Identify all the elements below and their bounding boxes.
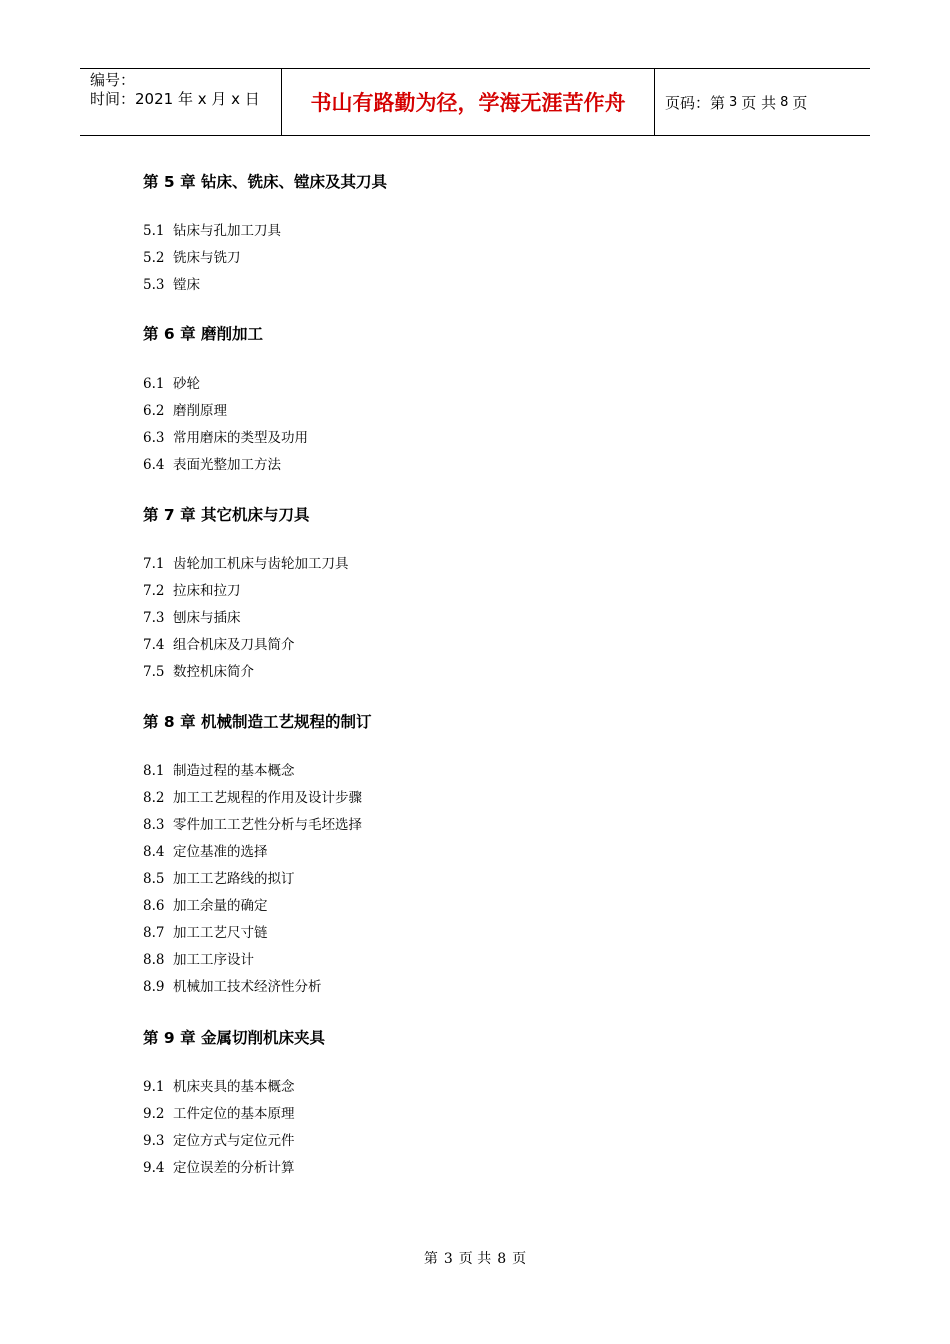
section-number: 8.6 xyxy=(143,898,165,914)
section-number: 6.1 xyxy=(143,376,165,392)
section-number: 9.2 xyxy=(143,1106,165,1122)
section-item xyxy=(143,399,227,419)
page-suffix: 页 xyxy=(792,93,808,112)
section-text: 加工工艺尺寸链 xyxy=(173,925,268,941)
section-number: 9.4 xyxy=(143,1160,165,1176)
section-number: 8.4 xyxy=(143,844,165,860)
section-item xyxy=(143,975,322,995)
section-text: 机械加工技术经济性分析 xyxy=(173,979,322,995)
section-number: 5.1 xyxy=(143,223,165,239)
document-number-label: 编号： xyxy=(90,71,136,89)
section-number: 8.9 xyxy=(143,979,165,995)
section-item xyxy=(143,1156,295,1176)
chapter-title: 第 5 章 钻床、铣床、镗床及其刀具 xyxy=(143,173,387,191)
page-total: 8 xyxy=(780,94,789,110)
section-item xyxy=(143,759,295,779)
chapter-title: 第 9 章 金属切削机床夹具 xyxy=(143,1029,325,1047)
section-text: 定位方式与定位元件 xyxy=(173,1133,295,1149)
header-motto: 书山有路勤为径，学海无涯苦作舟 xyxy=(282,69,655,135)
section-text: 齿轮加工机床与齿轮加工刀具 xyxy=(173,556,349,572)
section-item xyxy=(143,453,281,473)
section-item xyxy=(143,273,200,293)
section-text: 表面光整加工方法 xyxy=(173,457,281,473)
header-meta xyxy=(80,69,282,135)
section-item xyxy=(143,840,268,860)
section-number: 7.5 xyxy=(143,664,165,680)
page-header xyxy=(80,68,870,136)
chapter-title: 第 6 章 磨削加工 xyxy=(143,325,263,343)
page-mid: 页 共 xyxy=(741,93,777,112)
date-value: 2021 年 x 月 x 日 xyxy=(135,90,260,108)
footer-total: 8 xyxy=(497,1251,507,1267)
section-number: 8.2 xyxy=(143,790,165,806)
section-number: 9.3 xyxy=(143,1133,165,1149)
section-number: 8.1 xyxy=(143,763,165,779)
section-item xyxy=(143,606,241,626)
section-item xyxy=(143,894,268,914)
section-number: 6.3 xyxy=(143,430,165,446)
section-text: 定位基准的选择 xyxy=(173,844,268,860)
section-text: 加工工艺路线的拟订 xyxy=(173,871,295,887)
section-number: 6.2 xyxy=(143,403,165,419)
section-text: 数控机床简介 xyxy=(173,664,254,680)
section-number: 7.2 xyxy=(143,583,165,599)
section-text: 拉床和拉刀 xyxy=(173,583,241,599)
section-number: 7.4 xyxy=(143,637,165,653)
section-item xyxy=(143,426,308,446)
chapter-title: 第 8 章 机械制造工艺规程的制订 xyxy=(143,713,372,731)
section-number: 6.4 xyxy=(143,457,165,473)
section-item xyxy=(143,921,268,941)
page-footer xyxy=(0,1248,950,1268)
section-text: 制造过程的基本概念 xyxy=(173,763,295,779)
section-item xyxy=(143,1129,295,1149)
footer-suffix: 页 xyxy=(512,1251,527,1267)
section-text: 工件定位的基本原理 xyxy=(173,1106,295,1122)
section-item xyxy=(143,813,362,833)
date-label: 时间： xyxy=(90,90,136,108)
section-item xyxy=(143,948,254,968)
section-text: 铣床与铣刀 xyxy=(173,250,241,266)
section-text: 刨床与插床 xyxy=(173,610,241,626)
section-text: 磨削原理 xyxy=(173,403,227,419)
section-number: 8.5 xyxy=(143,871,165,887)
page-current: 3 xyxy=(729,94,738,110)
section-item xyxy=(143,579,241,599)
section-text: 砂轮 xyxy=(173,376,200,392)
section-item xyxy=(143,552,349,572)
section-number: 7.1 xyxy=(143,556,165,572)
section-number: 8.7 xyxy=(143,925,165,941)
section-item xyxy=(143,786,362,806)
section-text: 组合机床及刀具简介 xyxy=(173,637,295,653)
section-number: 5.3 xyxy=(143,277,165,293)
chapter-title: 第 7 章 其它机床与刀具 xyxy=(143,506,310,524)
section-number: 9.1 xyxy=(143,1079,165,1095)
section-number: 7.3 xyxy=(143,610,165,626)
section-item xyxy=(143,246,241,266)
section-number: 8.8 xyxy=(143,952,165,968)
section-item xyxy=(143,867,295,887)
section-text: 加工工艺规程的作用及设计步骤 xyxy=(173,790,362,806)
section-text: 零件加工工艺性分析与毛坯选择 xyxy=(173,817,362,833)
section-text: 加工工序设计 xyxy=(173,952,254,968)
section-item xyxy=(143,1102,295,1122)
section-number: 8.3 xyxy=(143,817,165,833)
section-text: 镗床 xyxy=(173,277,200,293)
section-item xyxy=(143,372,200,392)
section-text: 定位误差的分析计算 xyxy=(173,1160,295,1176)
section-text: 常用磨床的类型及功用 xyxy=(173,430,308,446)
section-item xyxy=(143,633,295,653)
section-item xyxy=(143,219,281,239)
section-text: 机床夹具的基本概念 xyxy=(173,1079,295,1095)
document-date xyxy=(90,90,281,109)
footer-mid: 页 共 xyxy=(458,1251,492,1267)
section-item xyxy=(143,1075,295,1095)
section-text: 钻床与孔加工刀具 xyxy=(173,223,281,239)
page-prefix: 页码：第 xyxy=(665,93,726,112)
section-text: 加工余量的确定 xyxy=(173,898,268,914)
footer-prefix: 第 xyxy=(423,1251,438,1267)
header-page-indicator xyxy=(655,69,870,135)
footer-current: 3 xyxy=(443,1251,453,1267)
section-number: 5.2 xyxy=(143,250,165,266)
section-item xyxy=(143,660,254,680)
